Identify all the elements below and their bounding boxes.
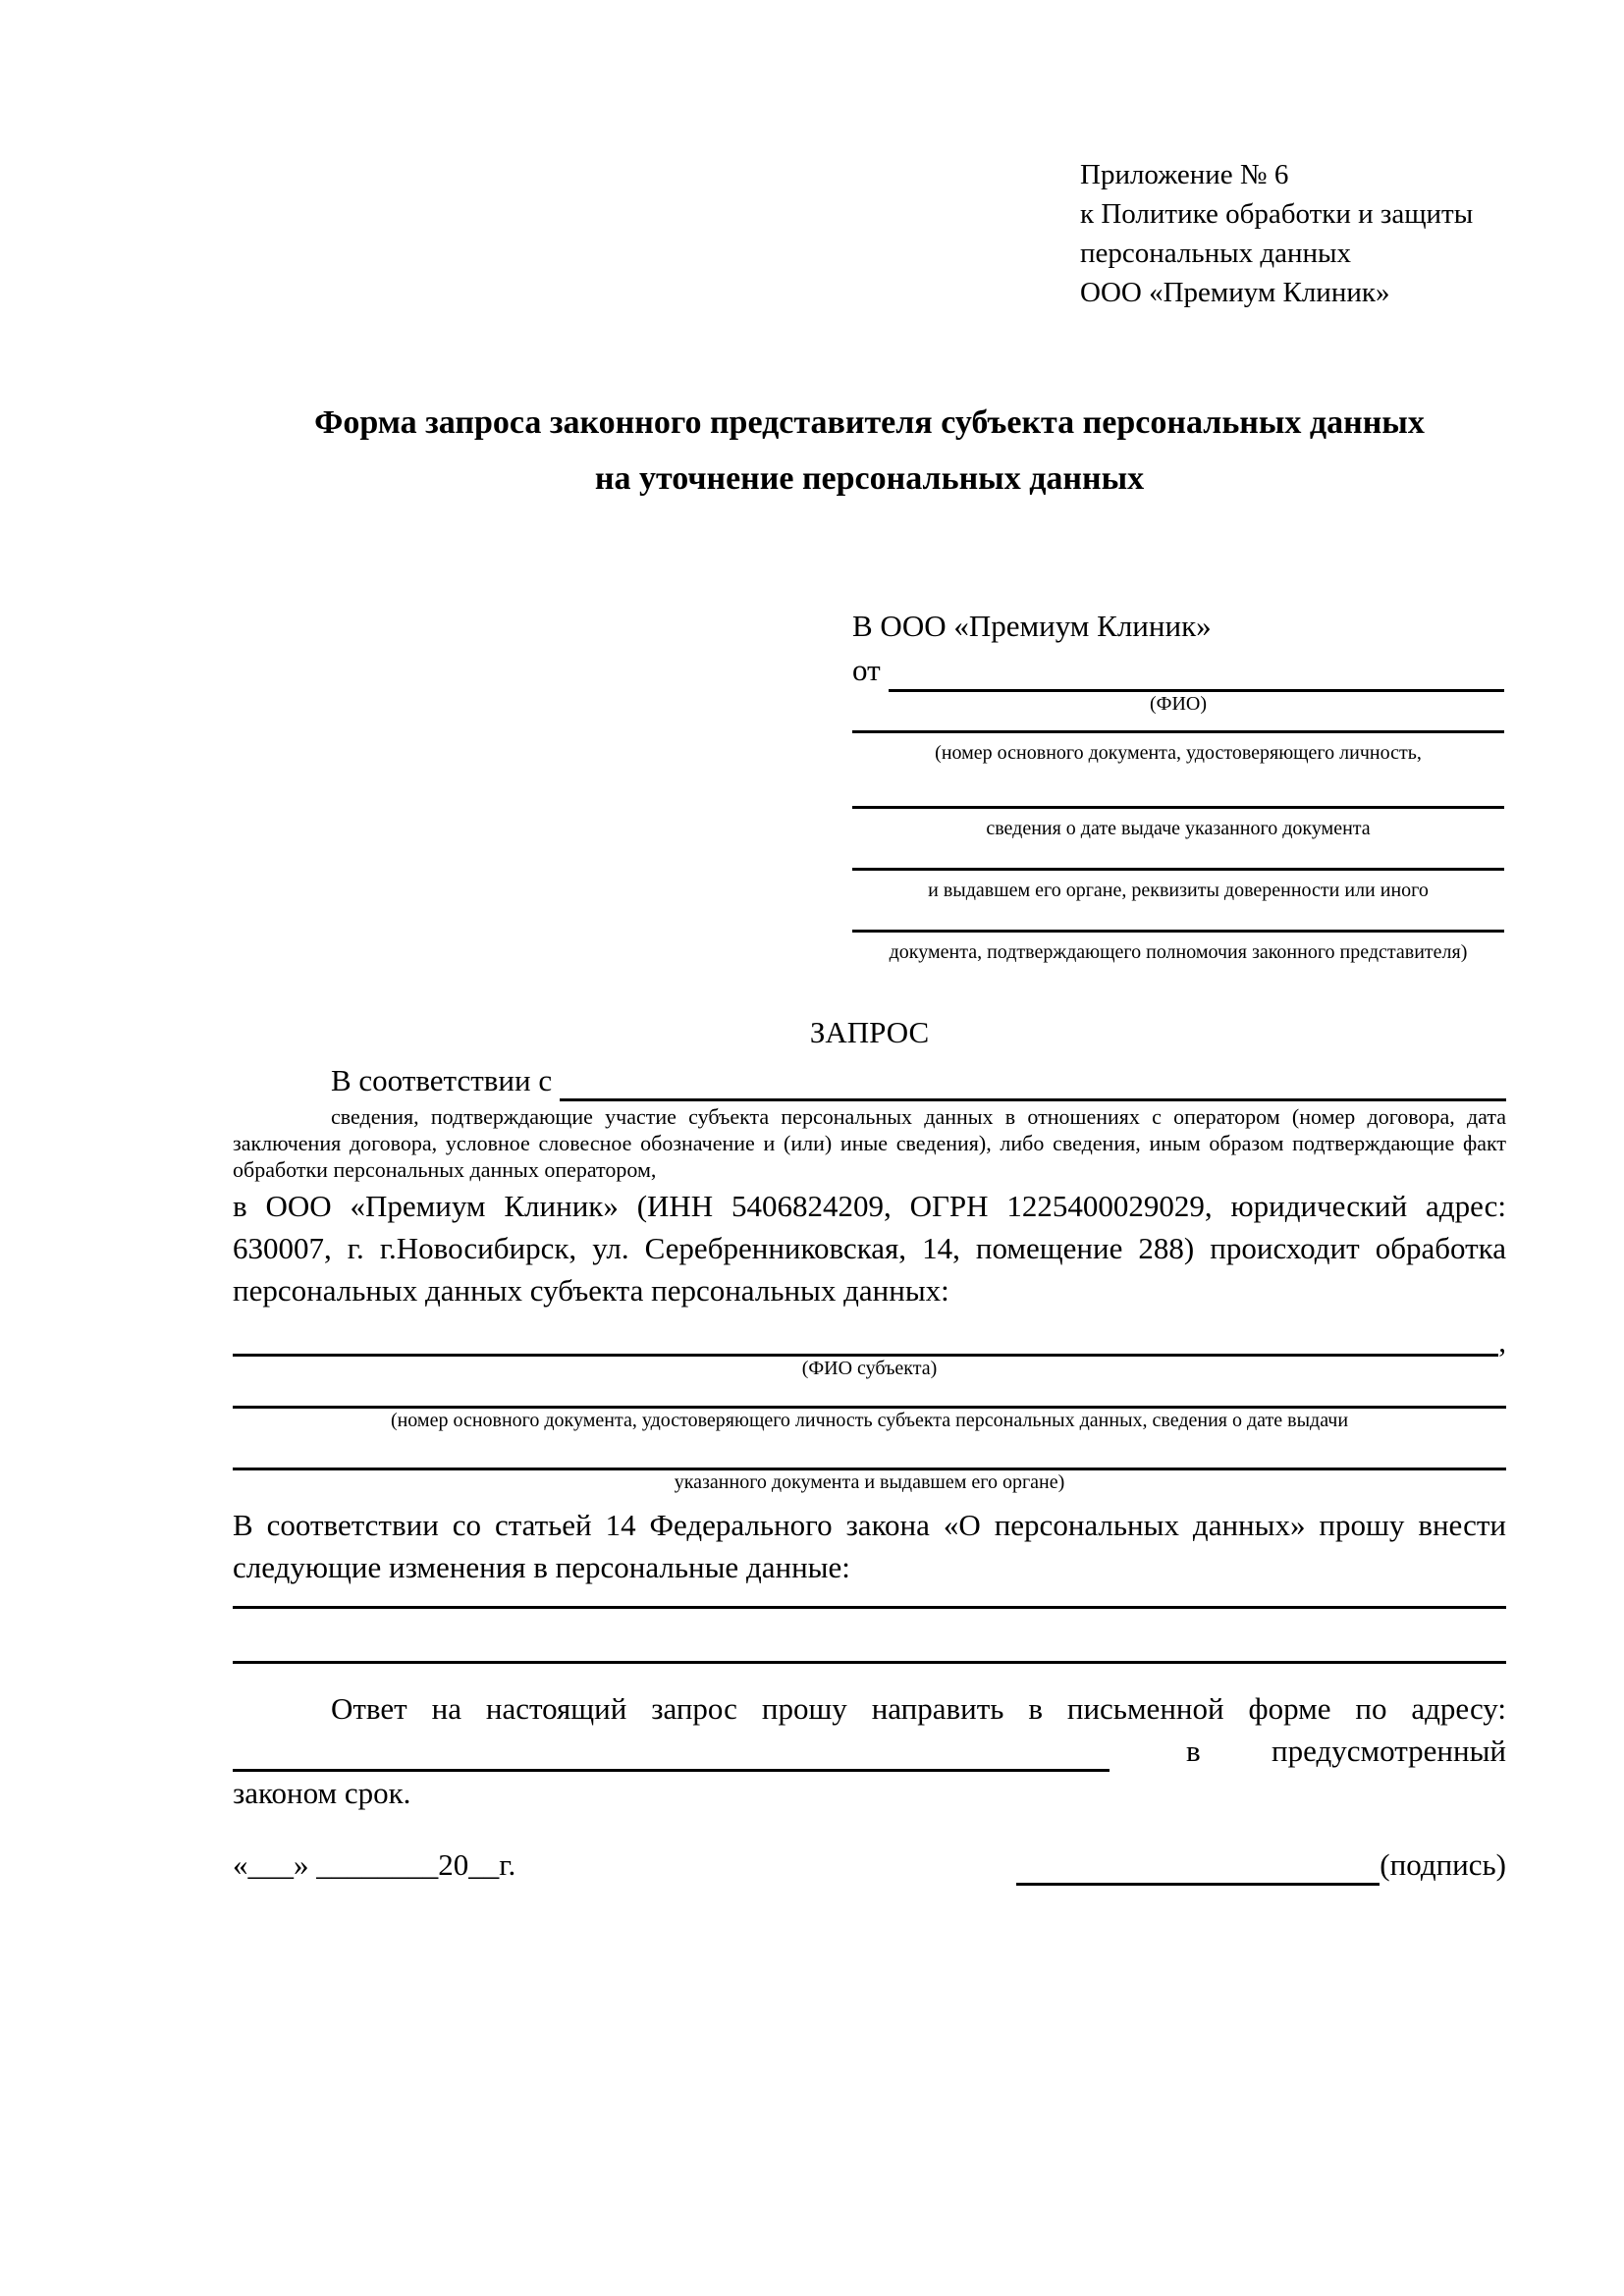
line-caption: (номер основного документа, удостоверяющего личность, xyxy=(935,742,1422,764)
appendix-line: Приложение № 6 xyxy=(1080,159,1289,190)
fill-in-line-relation-basis xyxy=(560,1065,1506,1101)
subject-document-caption-2: указанного документа и выдавшем его органе) xyxy=(674,1471,1065,1493)
fill-in-line-reply-address xyxy=(233,1735,1110,1772)
appendix-line: ООО «Премиум Клиник» xyxy=(1080,277,1390,308)
reply-address-row xyxy=(233,1730,1506,1772)
request-body xyxy=(233,1013,1506,1886)
fill-in-line-changes-2 xyxy=(233,1661,1506,1664)
from-row xyxy=(852,648,1504,692)
fill-in-line-signature xyxy=(1016,1849,1380,1886)
document-title-line-2: на уточнение персональных данных xyxy=(594,460,1145,497)
from-label: от xyxy=(852,653,881,687)
fio-caption: (ФИО) xyxy=(1149,693,1207,715)
fill-in-line-changes-1 xyxy=(233,1606,1506,1609)
signature-caption: (подпись) xyxy=(1380,1847,1506,1882)
line-caption: и выдавшем его органе, реквизиты доверенности или иного xyxy=(928,880,1429,901)
request-heading: ЗАПРОС xyxy=(809,1015,930,1049)
fill-in-line-authority-document xyxy=(852,930,1504,933)
relation-basis-footnote: сведения, подтверждающие участие субъекта персональных данных в отношениях с оператором (номер договора, дата заключения договора, условное словесное обозначение и (или) иные сведения), либо сведения, иным образом подтверждающие факт обработки персональных данных оператором, xyxy=(233,1104,1506,1182)
reply-tail: законом срок. xyxy=(233,1776,411,1810)
fill-in-line-representative-fio xyxy=(889,656,1504,692)
subject-fio-caption: (ФИО субъекта) xyxy=(801,1358,938,1379)
document-title xyxy=(233,395,1506,507)
trailing-comma: , xyxy=(1498,1324,1506,1359)
in-accordance-row xyxy=(233,1060,1506,1101)
date-signature-row xyxy=(233,1843,1506,1886)
fill-in-line-issuing-authority xyxy=(852,868,1504,871)
subject-document-caption-1: (номер основного документа, удостоверяющего личность субъекта персональных данных, сведения о дате выдачи xyxy=(390,1410,1349,1431)
operator-paragraph: в ООО «Премиум Клиник» (ИНН 5406824209, ОГРН 1225400029029, юридический адрес: 630007, г. г.Новосибирск, ул. Серебренниковская, 14, помещение 288) происходит обработка персональных данных субъекта персональных данных: xyxy=(233,1189,1506,1308)
appendix-line: персональных данных xyxy=(1080,238,1352,269)
subject-fio-row xyxy=(233,1320,1506,1357)
fill-in-line-issue-date xyxy=(852,806,1504,809)
article-14-paragraph: В соответствии со статьей 14 Федерального закона «О персональных данных» прошу внести следующие изменения в персональные данные: xyxy=(233,1508,1506,1584)
reply-word: в xyxy=(1186,1734,1201,1768)
document-title-line-1: Форма запроса законного представителя субъекта персональных данных xyxy=(314,404,1425,441)
date-fill-in: «___» ________20__г. xyxy=(233,1847,516,1882)
reply-paragraph: Ответ на настоящий запрос прошу направить в письменной форме по адресу: xyxy=(331,1691,1506,1726)
addressee-to: В ООО «Премиум Клиник» xyxy=(852,609,1212,643)
appendix-line: к Политике обработки и защиты xyxy=(1080,198,1474,230)
fill-in-line-document-number xyxy=(852,730,1504,733)
fill-in-line-subject-fio xyxy=(233,1320,1498,1357)
line-caption: документа, подтверждающего полномочия законного представителя) xyxy=(889,941,1468,963)
reply-word: предусмотренный xyxy=(1272,1734,1506,1768)
in-accordance-label: В соответствии с xyxy=(331,1063,553,1097)
line-caption: сведения о дате выдаче указанного документа xyxy=(986,818,1371,839)
addressee-block xyxy=(852,604,1504,964)
appendix-header xyxy=(1080,155,1542,312)
